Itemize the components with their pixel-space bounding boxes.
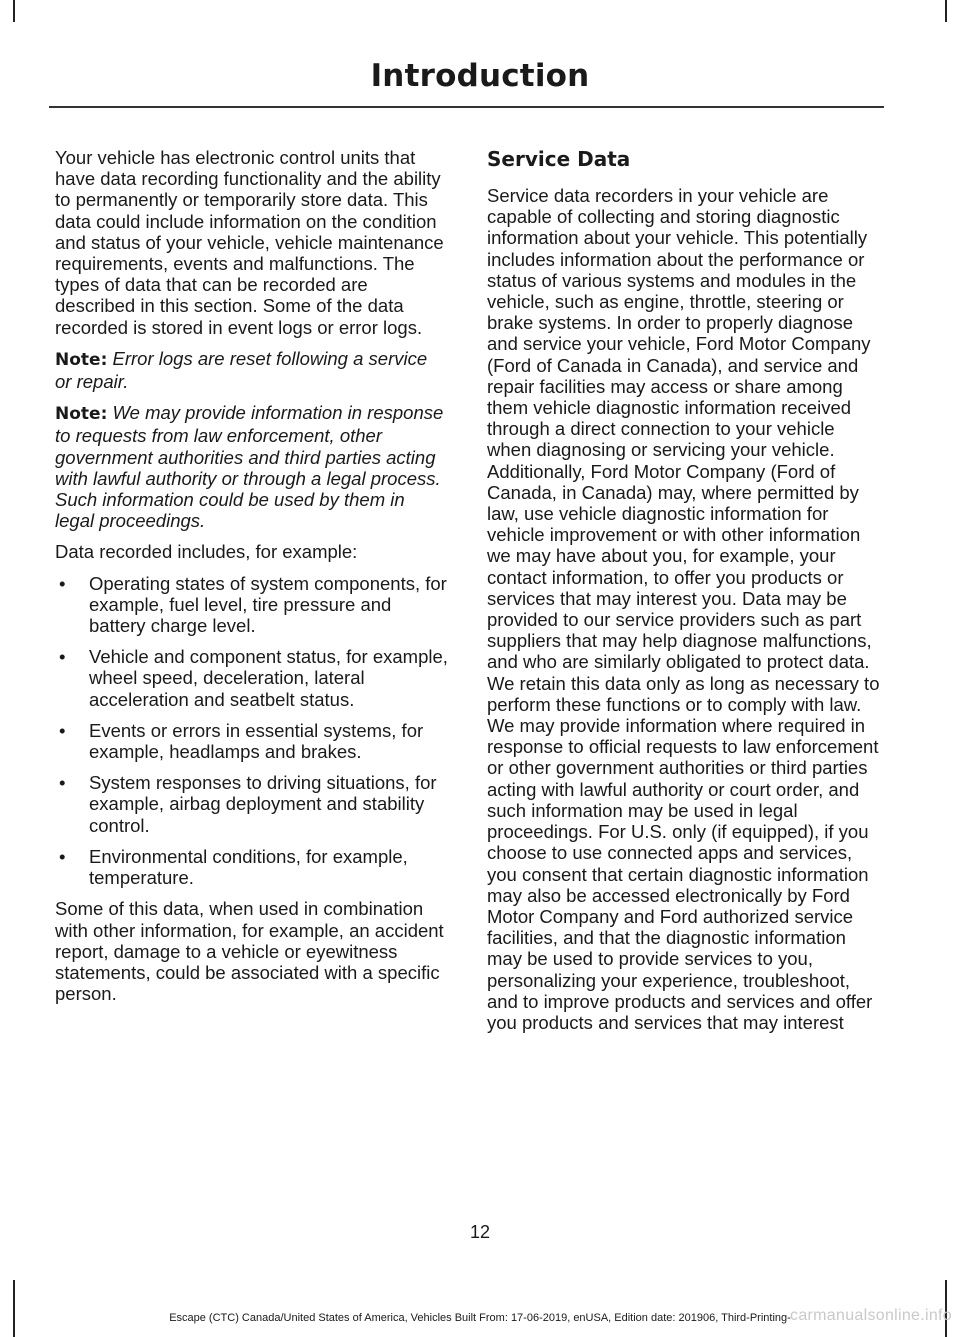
list-item: • Operating states of system components, for example, fuel level, tire pressure and battery charge level. bbox=[59, 572, 447, 637]
page-number: 12 bbox=[469, 1222, 491, 1242]
note-label: Note: bbox=[55, 349, 108, 370]
note-error-logs bbox=[55, 348, 448, 392]
note-text: Error logs are reset following a service or repair. bbox=[55, 347, 428, 393]
bullet-icon: • bbox=[59, 719, 66, 741]
header-divider bbox=[49, 106, 884, 108]
bullet-icon: • bbox=[59, 572, 66, 594]
data-recorded-list bbox=[55, 573, 448, 889]
note-law-enforcement bbox=[55, 402, 448, 531]
crop-mark-top-right bbox=[945, 0, 947, 22]
list-intro: Data recorded includes, for example: bbox=[55, 541, 358, 563]
crop-mark-top-left bbox=[13, 0, 15, 22]
right-column bbox=[487, 147, 883, 1043]
bullet-icon: • bbox=[59, 772, 66, 794]
service-data-paragraph: Service data recorders in your vehicle are capable of collecting and storing diagnostic information about your vehicle. This potentially includes information about the performance or status of various systems and modules in the vehicle, such as engine, throttle, steering or brake systems. In order to properly diagnose and service your vehicle, Ford Motor Company (Ford of Canada in Canada), and service and repair facilities may access or share among them vehicle diagnostic information received through a direct connection to your vehicle when diagnosing or servicing your vehicle. Additionally, Ford Motor Company (Ford of Canada, in Canada) may, where permitted by law, use vehicle diagnostic information for vehicle improvement or with other information we may have about you, for example, your contact information, to offer you products or services that may interest you. Data may be provided to our service providers such as part suppliers that may help diagnose malfunctions, and who are similarly obligated to protect data. We retain this data only as long as necessary to perform these functions or to comply with law. We may provide information where required in response to official requests to law enforcement or other government authorities or third parties acting with lawful authority or court order, and such information may be used in legal proceedings. For U.S. only (if equipped), if you choose to use connected apps and services, you consent that certain diagnostic information may also be accessed electronically by Ford Motor Company and Ford authorized service facilities, and that the diagnostic information may be used to provide services to you, personalizing your experience, troubleshoot, and to improve products and services and offer you products and services that may interest bbox=[487, 185, 880, 1033]
list-item: • Events or errors in essential systems, for example, headlamps and brakes. bbox=[59, 719, 424, 763]
list-item: • Environmental conditions, for example, temperature. bbox=[59, 845, 408, 889]
list-item: • Vehicle and component status, for example, wheel speed, deceleration, lateral acceleration and seatbelt status. bbox=[59, 646, 448, 710]
left-column bbox=[55, 147, 448, 1014]
list-item: • System responses to driving situations, for example, airbag deployment and stability control. bbox=[59, 772, 437, 836]
footer-edition-info: Escape (CTC) Canada/United States of America, Vehicles Built From: 17-06-2019, enUSA, Edition date: 201906, Third-Printing- bbox=[169, 1312, 791, 1324]
bullet-icon: • bbox=[59, 845, 66, 867]
bullet-icon: • bbox=[59, 646, 66, 668]
intro-paragraph: Your vehicle has electronic control units that have data recording functionality and the ability to permanently or temporarily store data. This data could include information on the condition and status of your vehicle, vehicle maintenance requirements, events and malfunctions. The types of data that can be recorded are described in this section. Some of the data recorded is stored in event logs or error logs. bbox=[55, 147, 444, 338]
page-title: Introduction bbox=[370, 58, 590, 94]
service-data-heading: Service Data bbox=[487, 147, 631, 171]
watermark: carmanualsonline.info bbox=[790, 1307, 952, 1324]
crop-mark-bottom-left bbox=[13, 1280, 15, 1337]
note-text: We may provide information in response to requests from law enforcement, other government authorities and third parties acting with lawful authority or through a legal process. Such information could be used by them in legal proceedings. bbox=[55, 402, 444, 532]
closing-paragraph: Some of this data, when used in combination with other information, for example, an accident report, damage to a vehicle or eyewitness statements, could be associated with a specific person. bbox=[55, 898, 444, 1005]
note-label: Note: bbox=[55, 404, 108, 425]
